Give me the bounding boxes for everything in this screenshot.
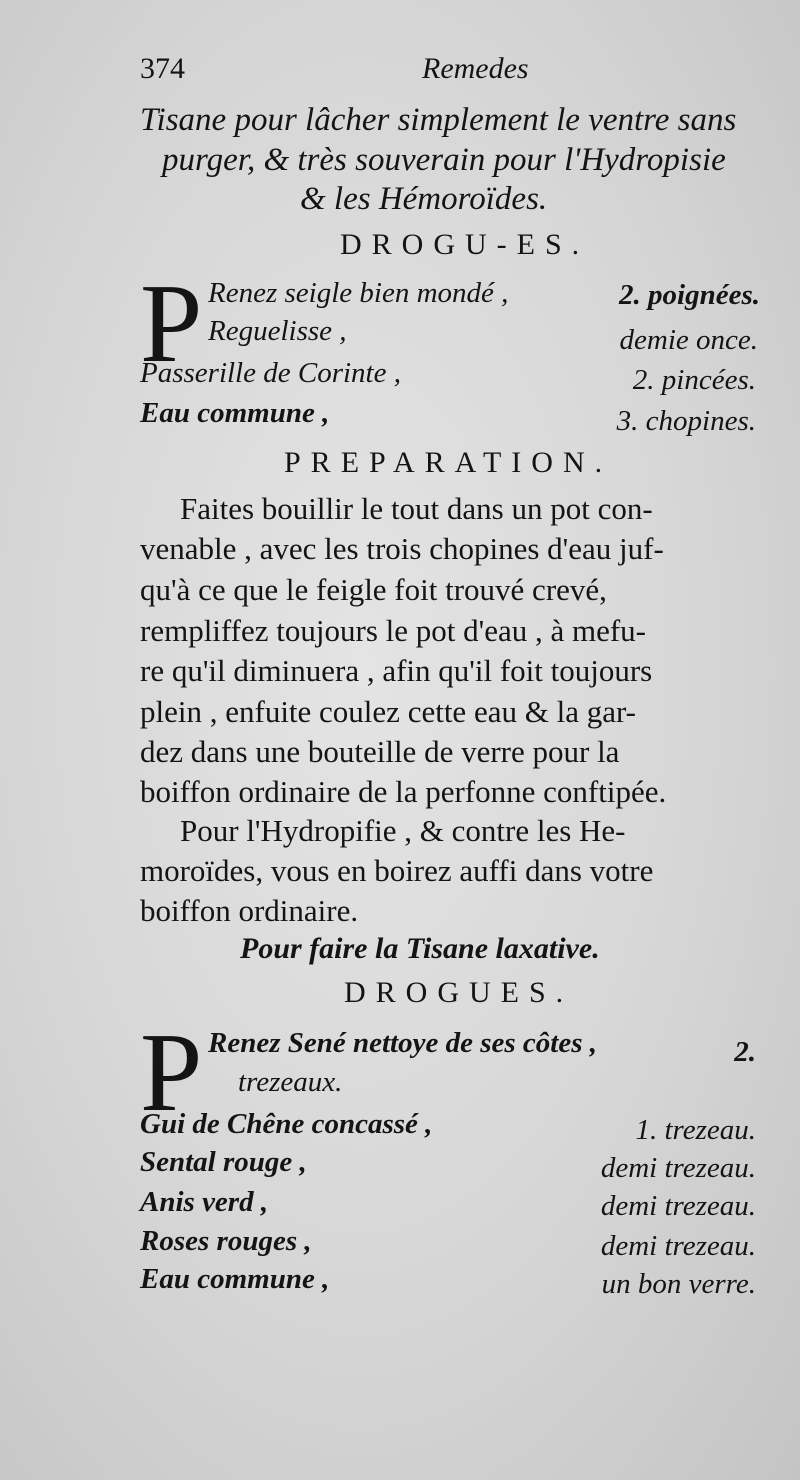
- ingredient-amount: demi trezeau.: [600, 1230, 756, 1262]
- ingredient-amount: 2. poignées.: [619, 279, 760, 311]
- recipe-title-line-3: & les Hémoroïdes.: [300, 181, 548, 217]
- ingredient-amount: demi trezeau.: [600, 1152, 756, 1184]
- ingredient-name: Gui de Chêne concassé ,: [140, 1108, 433, 1140]
- ingredient-name: Eau commune ,: [140, 397, 330, 429]
- ingredient-name: Renez seigle bien mondé ,: [208, 277, 509, 309]
- recipe-title-line-1: Tisane pour lâcher simplement le ventre sans: [140, 102, 737, 138]
- ingredient-name: Sental rouge ,: [140, 1146, 307, 1178]
- ingredient-amount: 2.: [734, 1036, 756, 1068]
- preparation-heading: PREPARATION.: [284, 446, 613, 479]
- section-title: Pour faire la Tisane laxative.: [240, 932, 600, 965]
- paragraph-line: rempliffez toujours le pot d'eau , à mefu-: [140, 613, 647, 648]
- ingredient-name: Eau commune ,: [140, 1263, 330, 1295]
- ingredient-name: Roses rouges ,: [140, 1225, 312, 1257]
- ingredient-name: Passerille de Corinte ,: [140, 357, 401, 389]
- drogues-heading: DROGU-ES.: [340, 228, 590, 261]
- ingredient-name: Renez Sené nettoye de ses côtes ,: [208, 1027, 598, 1059]
- ingredient-amount: un bon verre.: [601, 1268, 756, 1300]
- paragraph-line: plein , enfuite coulez cette eau & la gar-: [140, 694, 636, 729]
- paragraph-line: Faites bouillir le tout dans un pot con-: [180, 491, 653, 526]
- drop-cap: P: [140, 262, 203, 386]
- ingredient-amount: 1. trezeau.: [635, 1114, 756, 1146]
- drop-cap: P: [140, 1011, 203, 1135]
- paragraph-line: boiffon ordinaire.: [140, 893, 359, 928]
- paragraph-line: qu'à ce que le feigle foit trouvé crevé,: [140, 572, 607, 607]
- paragraph-line: boiffon ordinaire de la perfonne conftipée.: [140, 774, 667, 809]
- paragraph-line: dez dans une bouteille de verre pour la: [140, 734, 620, 769]
- recipe-title-line-2: purger, & très souverain pour l'Hydropisie: [162, 142, 726, 178]
- paragraph-line: moroïdes, vous en boirez auffi dans votre: [140, 853, 654, 888]
- ingredient-amount: 2. pincées.: [632, 364, 756, 396]
- ingredient-name: Anis verd ,: [140, 1186, 269, 1218]
- running-title: Remedes: [422, 52, 529, 85]
- paragraph-line: Pour l'Hydropifie , & contre les He-: [180, 813, 626, 848]
- drogues-heading: DROGUES.: [344, 976, 574, 1009]
- page-number: 374: [140, 52, 185, 85]
- ingredient-amount: demi trezeau.: [600, 1190, 756, 1222]
- paragraph-line: venable , avec les trois chopines d'eau juf-: [140, 531, 664, 566]
- paragraph-line: re qu'il diminuera , afin qu'il foit toujours: [140, 653, 653, 688]
- ingredient-continuation: trezeaux.: [238, 1066, 343, 1098]
- ingredient-amount: demie once.: [619, 324, 758, 356]
- ingredient-amount: 3. chopines.: [616, 405, 756, 437]
- ingredient-name: Reguelisse ,: [208, 315, 347, 347]
